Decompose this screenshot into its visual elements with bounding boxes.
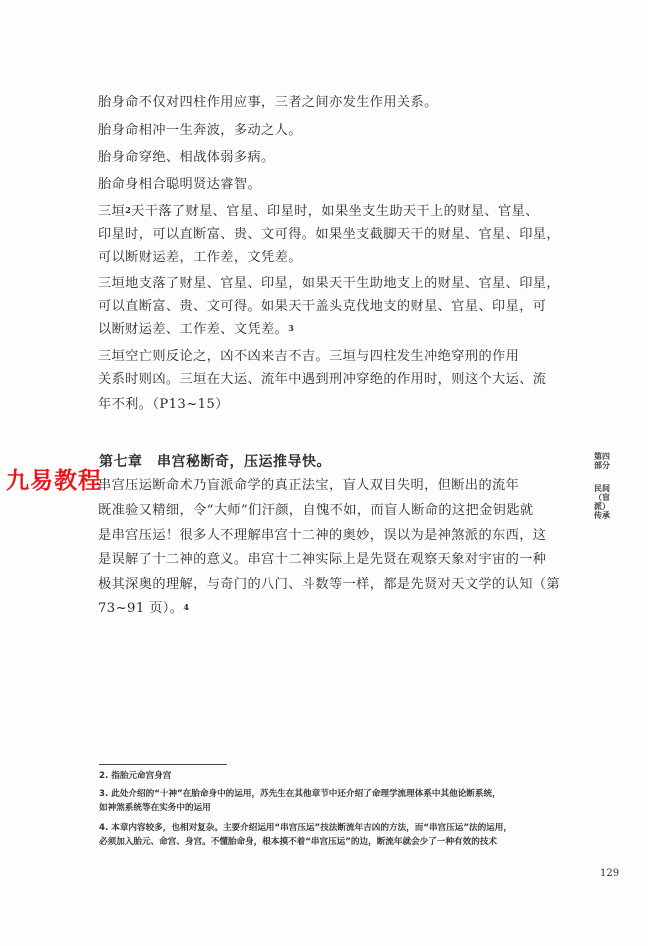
- paragraph-line: 胎身命不仅对四柱作用应事，三者之间亦发生作用关系。: [98, 95, 438, 110]
- paragraph-line: 年不利。（P13~15）: [98, 397, 229, 412]
- side-tab-part: 第四部分: [594, 452, 610, 470]
- page-number: 129: [600, 868, 620, 879]
- text-run: 73~91 页）。: [98, 601, 184, 616]
- paragraph-line: 印星时，可以直断富、贵、文可得。如果坐支截脚天干的财星、官星、印星，: [98, 227, 560, 242]
- paragraph-line: 串宫压运断命术乃盲派命学的真正法宝，盲人双目失明，但断出的流年: [98, 478, 520, 493]
- watermark-text: 九易教程: [6, 468, 102, 494]
- footnote-divider: [99, 764, 227, 765]
- footnote-4-cont: 必须加入胎元、命宫、身宫。不懂胎命身，根本摸不着“串宫压运”的边，断流年就会少了一种有效的技术: [99, 837, 498, 847]
- footnote-3-cont: 如神煞系统等在实务中的运用: [99, 803, 211, 813]
- chapter-heading: 第七章 串宫秘断奇，压运推导快。: [99, 454, 331, 470]
- paragraph-line: [98, 203, 539, 221]
- paragraph-line: 关系时则凶。三垣在大运、流年中遇到刑冲穿绝的作用时，则这个大运、流: [98, 372, 547, 387]
- text-run: 以断财运差、工作差、文凭差。: [98, 322, 289, 337]
- text-run: 天干落了财星、官星、印星时，如果坐支生助天干上的财星、官星、: [131, 204, 539, 219]
- paragraph-line: 是串宫压运！很多人不理解串宫十二神的奥妙，误以为是神煞派的东西，这: [98, 528, 547, 543]
- footnote-3: 3. 此处介绍的“十神”在胎命身中的运用，苏先生在其他章节中还介绍了命理学流理体系中其他论断系统，: [99, 789, 501, 799]
- paragraph-line: [98, 600, 189, 618]
- paragraph-line: 胎命身相合聪明贤达睿智。: [98, 177, 262, 192]
- footnote-marker: 3: [288, 323, 295, 333]
- section-side-tab: [594, 452, 610, 520]
- paragraph-line: 胎身命穿绝、相战体弱多病。: [98, 150, 275, 165]
- footnote-4: 4. 本章内容较多，也相对复杂。主要介绍运用“串宫压运”技法断流年吉凶的方法，而“串宫压运”法的运用，: [99, 823, 512, 833]
- paragraph-line: 可以直断富、贵、文可得。如果天干盖头克伐地支的财星、官星、印星，可: [98, 299, 547, 314]
- footnote-marker: 2: [125, 205, 132, 215]
- footnote-marker: 4: [183, 602, 190, 612]
- paragraph-line: [98, 321, 294, 339]
- side-tab-title: 民间（盲派）传承: [594, 484, 610, 520]
- paragraph-line: 可以断财运差，工作差，文凭差。: [98, 250, 302, 265]
- paragraph-line: 是误解了十二神的意义。串宫十二神实际上是先贤在观察天象对宇宙的一种: [98, 552, 547, 567]
- paragraph-line: 三垣空亡则反论之，凶不凶来吉不吉。三垣与四柱发生冲绝穿刑的作用: [98, 349, 520, 364]
- paragraph-line: 三垣地支落了财星、官星、印星，如果天干生助地支上的财星、官星、印星，: [98, 276, 560, 291]
- text-run: 三垣: [98, 204, 126, 219]
- paragraph-line: 既准验又精细，令“大师”们汗颜，自愧不如，而盲人断命的这把金钥匙就: [98, 503, 534, 518]
- footnote-2: 2. 指胎元命宫身宫: [99, 771, 172, 781]
- paragraph-line: 胎身命相冲一生奔波，多动之人。: [98, 123, 302, 138]
- paragraph-line: 极其深奥的理解，与奇门的八门、斗数等一样，都是先贤对天文学的认知（第: [98, 577, 560, 592]
